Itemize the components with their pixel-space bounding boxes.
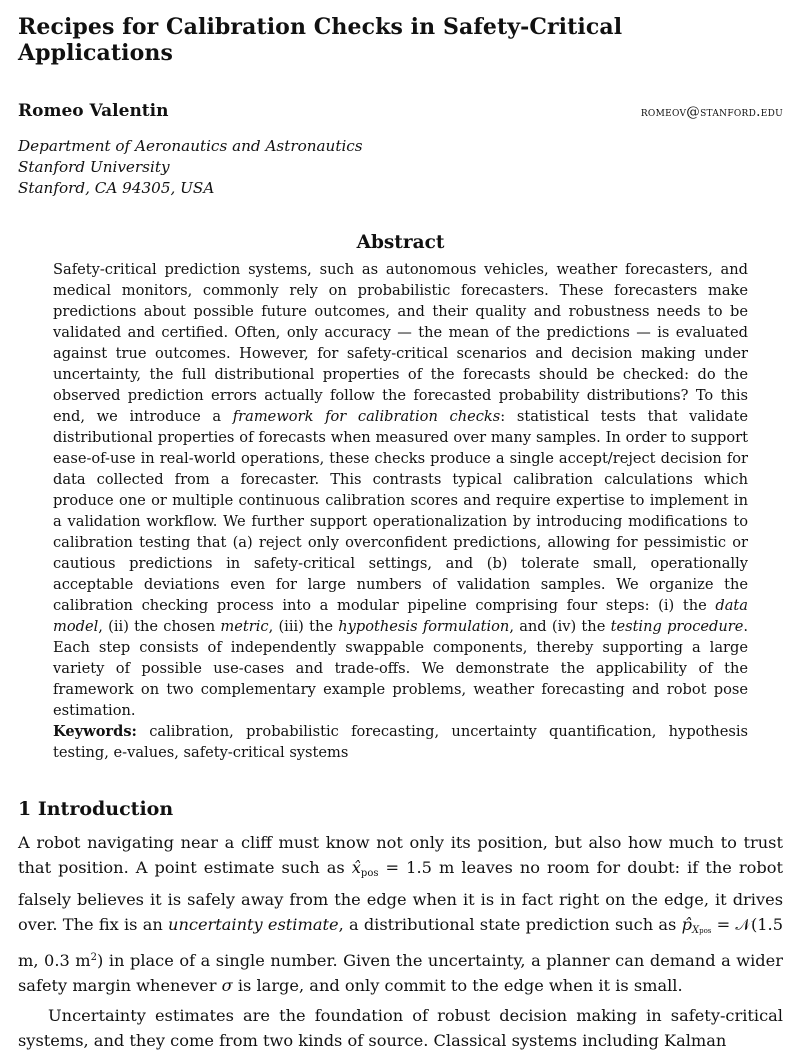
abstract-emphasis: testing procedure [610, 617, 744, 635]
math-subscript-pos: pos [699, 927, 712, 936]
keywords-label: Keywords: [53, 722, 137, 740]
introduction-body [18, 830, 783, 1054]
abstract [53, 259, 748, 763]
abstract-span: , (ii) the chosen [98, 617, 221, 635]
keywords-text: calibration, probabilistic forecasting, uncertainty quantification, hypothesis testing, e-values, safety-critical systems [53, 722, 748, 761]
intro-paragraph: Uncertainty estimates are the foundation of robust decision making in safety-critical systems, and they come from two kinds of source. Classical systems including Kalman [18, 1005, 783, 1051]
abstract-span: : statistical tests that validate distributional properties of forecasts when measured over many samples. In order to support ease-of-use in real-world operations, these checks produce a single accept/reject decision for data collected from a forecaster. This contrasts typical calibration calculations which produce one or multiple continuous calibration scores and require expertise to implement in a validation workflow. We further support operationalization by introducing modifications to calibration testing that (a) reject only overconfident predictions, allowing for pessimistic or cautious predictions in safety-critical settings, and (b) tolerate small, operationally acceptable deviations even for large numbers of validation samples. We organize the calibration checking process into a modular pipeline comprising four steps: (i) the [53, 407, 748, 614]
math-subscript: pos [360, 868, 379, 880]
author-block [18, 101, 783, 121]
math-x-hat: x̂ [351, 858, 361, 878]
intro-span: A robot navigating near a cliff must know not only its position, but also how much to trust that position. A point estimate such as [18, 832, 783, 878]
abstract-span: , and (iv) the [509, 617, 611, 635]
abstract-emphasis: data model [53, 596, 748, 635]
affiliation-line: Department of Aeronautics and Astronautics [18, 136, 363, 155]
abstract-emphasis: hypothesis formulation [338, 617, 510, 635]
math-sigma: σ [221, 976, 233, 996]
abstract-emphasis: metric [220, 617, 269, 635]
section-heading: 1 Introduction [18, 797, 174, 820]
intro-span: , a distributional state prediction such as [338, 915, 682, 935]
abstract-span: . Each step consists of independently swappable components, thereby supporting a large variety of possible use-cases and trade-offs. We demonstrate the applicability of the framework on two complementary example problems, weather forecasting and robot pose estimation. [53, 617, 748, 719]
intro-span: leaves no room for doubt: if the robot falsely believes it is safely away from the edge when it is in fact right on the edge, it drives over. The fix is an [18, 858, 783, 935]
abstract-text [53, 259, 748, 721]
math-superscript: 2 [90, 951, 98, 963]
affiliation-line: Stanford University [18, 157, 170, 176]
intro-span: = 𝒩(1.5 m, 0.3 m [18, 915, 784, 970]
intro-span: ) in place of a single number. Given the uncertainty, a planner can demand a wider safety margin whenever [18, 950, 783, 996]
intro-paragraph [18, 830, 783, 999]
abstract-span: , (iii) the [268, 617, 339, 635]
author-email: romeov@stanford.edu [640, 103, 783, 120]
author-name: Romeo Valentin [18, 100, 169, 121]
math-p-hat: p̂ [681, 915, 692, 935]
affiliation [18, 136, 783, 199]
abstract-span: Safety-critical prediction systems, such as autonomous vehicles, weather forecasters, and medical monitors, commonly rely on probabilistic forecasters. These forecasters make predictions about possible future outcomes, and their quality and robustness needs to be validated and certified. Often, only accuracy — the mean of the predictions — is evaluated against true outcomes. However, for safety-critical scenarios and decision making under uncertainty, the full distributional properties of the forecasts should be checked: do the observed prediction errors actually follow the forecasted probability distributions? To this end, we introduce a [53, 260, 748, 425]
intro-span: is large, and only commit to the edge when it is small. [232, 976, 683, 996]
math-subscript [692, 925, 711, 936]
affiliation-line: Stanford, CA 94305, USA [18, 178, 215, 197]
math-x: X [691, 925, 700, 937]
paper-title: Recipes for Calibration Checks in Safety-Critical Applications [18, 14, 623, 67]
intro-span: = 1.5 m [378, 858, 455, 878]
keywords [53, 721, 748, 763]
abstract-heading: Abstract [356, 231, 445, 253]
abstract-emphasis: framework for calibration checks [232, 407, 501, 425]
intro-emphasis: uncertainty estimate [168, 915, 339, 935]
